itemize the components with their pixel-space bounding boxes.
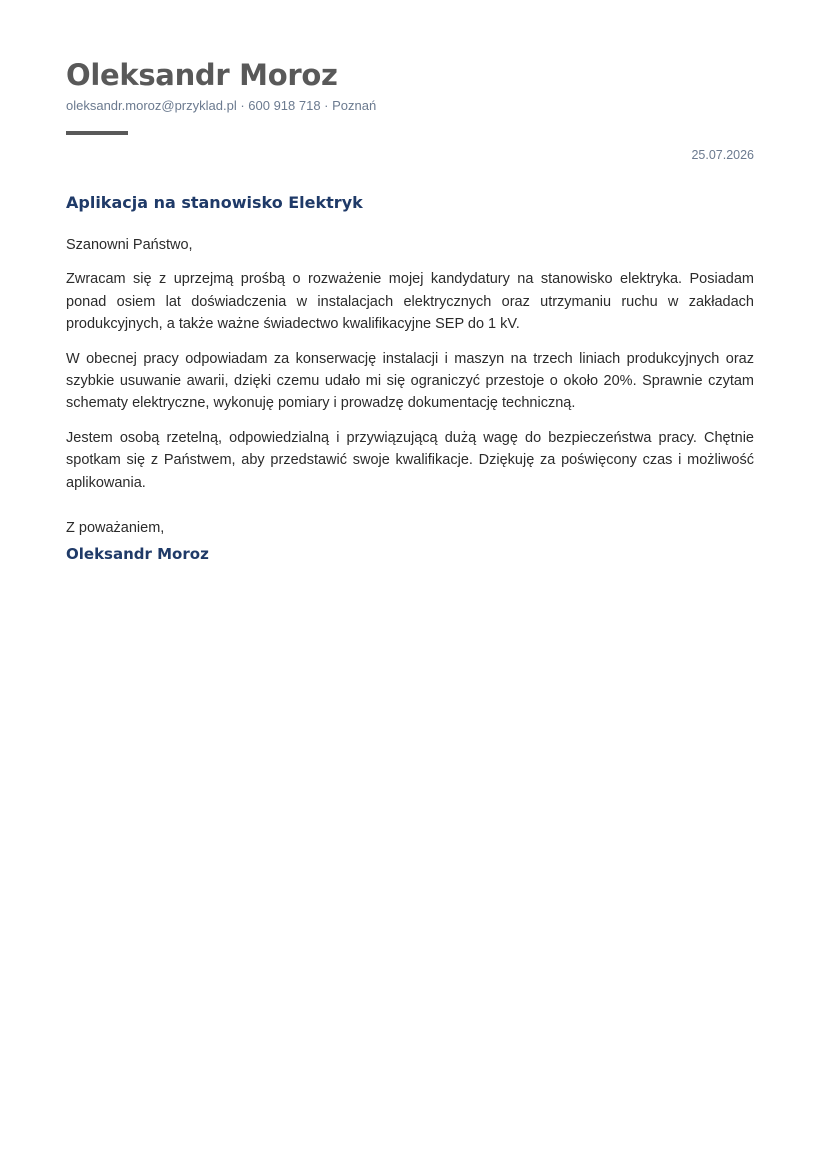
contact-line: oleksandr.moroz@przyklad.pl · 600 918 718 · Poznań <box>66 98 377 113</box>
letter-date: 25.07.2026 <box>691 148 754 162</box>
body-paragraph: Zwracam się z uprzejmą prośbą o rozważenie mojej kandydatury na stanowisko elektryka. Posiadam ponad osiem lat doświadczenia w instalacjach elektrycznych oraz utrzymaniu ruchu w zakładach produkcyjnych, a także ważne świadectwo kwalifikacyjne SEP do 1 kV. <box>66 271 754 333</box>
signature-name: Oleksandr Moroz <box>66 545 209 563</box>
letter-subject: Aplikacja na stanowisko Elektryk <box>66 193 363 212</box>
letter-body <box>66 234 754 506</box>
header-divider <box>66 131 128 135</box>
closing-phrase: Z poważaniem, <box>66 520 165 536</box>
applicant-name: Oleksandr Moroz <box>66 58 338 92</box>
body-paragraph: W obecnej pracy odpowiadam za konserwację instalacji i maszyn na trzech liniach produkcyjnych oraz szybkie usuwanie awarii, dzięki czemu udało mi się ograniczyć przestoje o około 20%. Sprawnie czytam schematy elektryczne, wykonuję pomiary i prowadzę dokumentację techniczną. <box>66 350 754 412</box>
salutation: Szanowni Państwo, <box>66 237 193 253</box>
body-paragraph: Jestem osobą rzetelną, odpowiedzialną i przywiązującą dużą wagę do bezpieczeństwa pracy. Chętnie spotkam się z Państwem, aby przedstawić swoje kwalifikacje. Dziękuję za poświęcony czas i możliwość aplikowania. <box>66 429 754 491</box>
